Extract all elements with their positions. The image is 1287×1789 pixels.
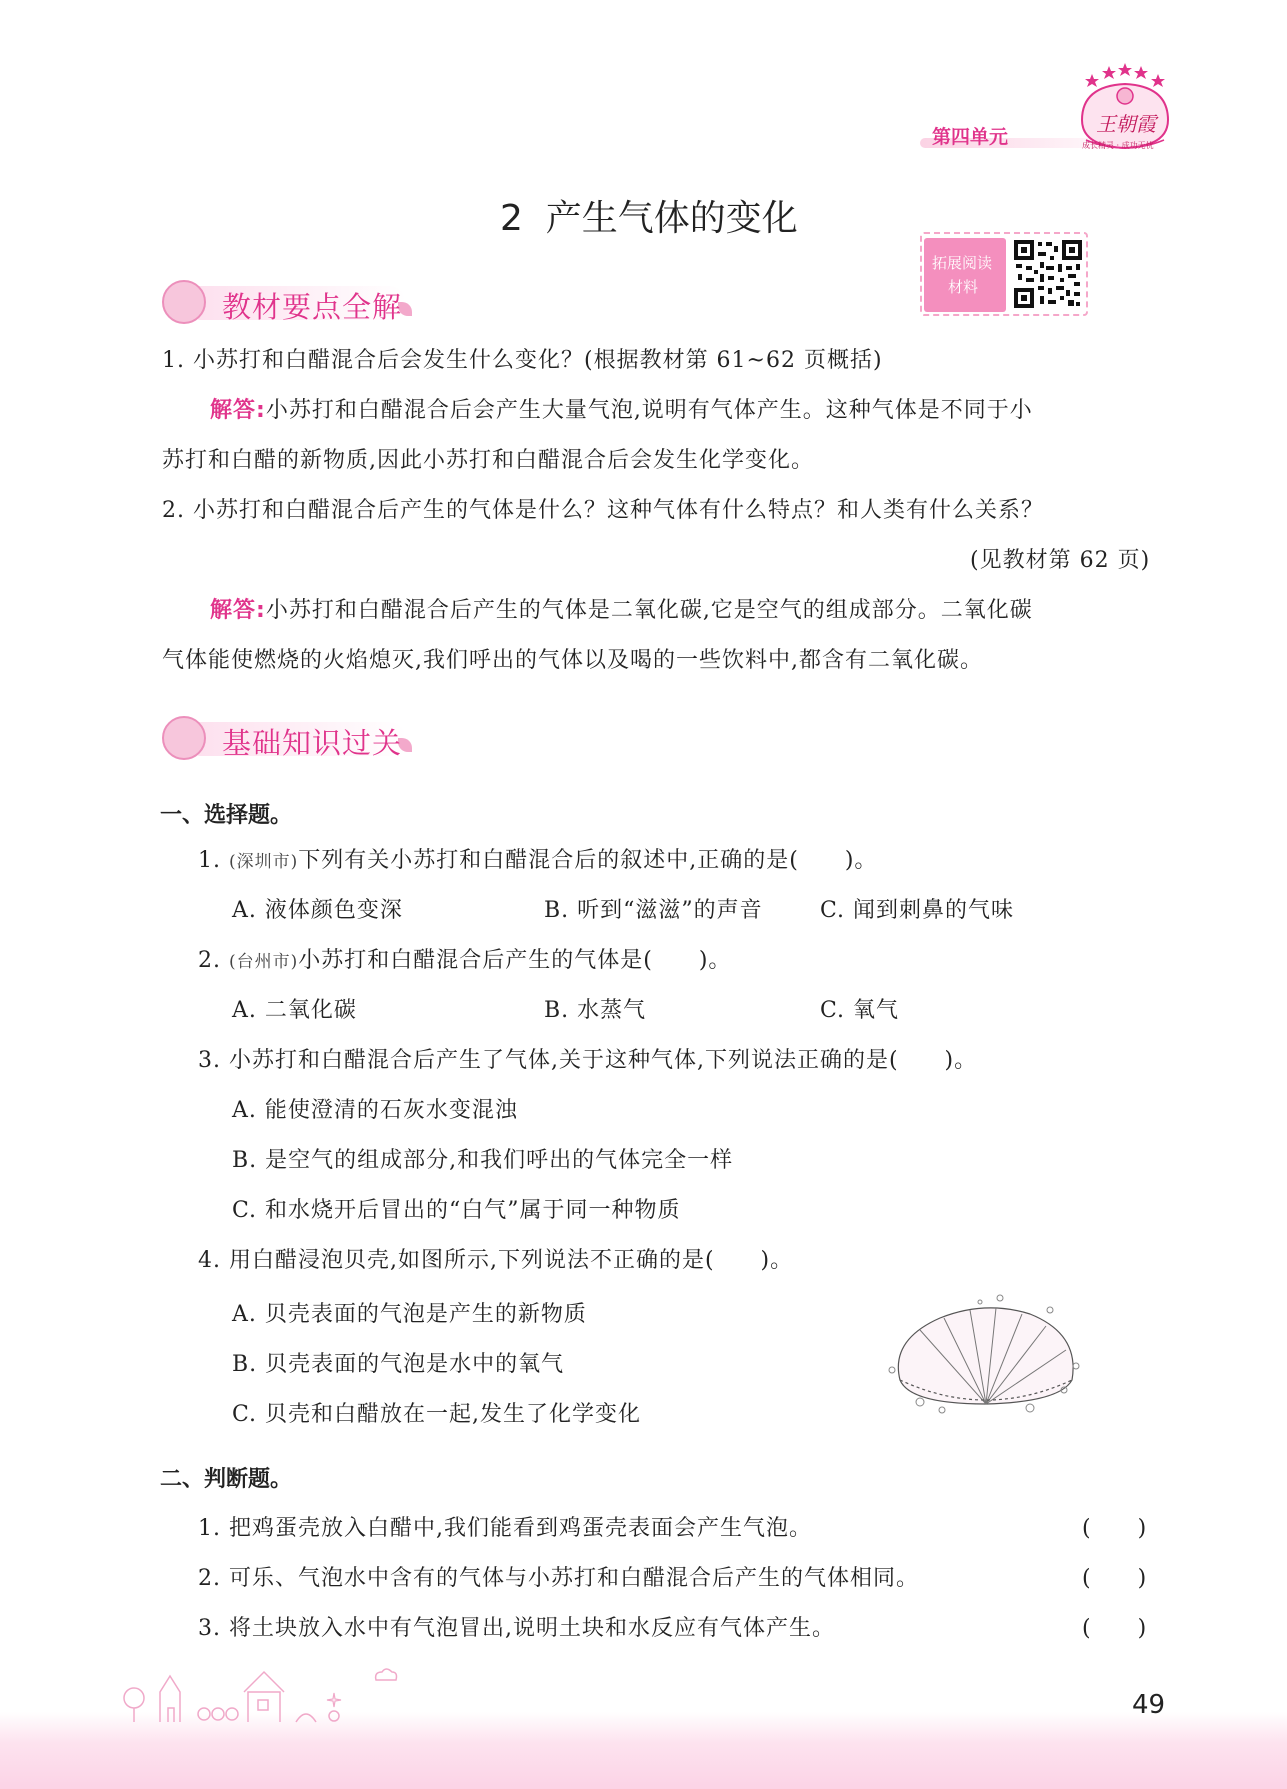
answer-label: 解答: [210, 598, 266, 623]
choice-4-option-b: B. 贝壳表面的气泡是水中的氧气 [232, 1352, 565, 1377]
unit-label: 第四单元 [932, 126, 1009, 148]
judge-question-2: 2. 可乐、气泡水中含有的气体与小苏打和白醋混合后产生的气体相同。 [198, 1566, 919, 1591]
choice-2-option-b: B. 水蒸气 [544, 998, 647, 1023]
answer-1-line-2: 苏打和白醋的新物质,因此小苏打和白醋混合后会发生化学变化。 [162, 448, 814, 473]
judge-section-title: 二、判断题。 [160, 1467, 293, 1492]
cartoon-face-icon [162, 280, 206, 324]
sparkle-icon [326, 1692, 342, 1708]
choice-section-title: 一、选择题。 [160, 803, 293, 828]
choice-question-2: 2. (台州市)小苏打和白醋混合后产生的气体是( )。 [198, 948, 732, 973]
answer-label: 解答: [210, 398, 266, 423]
judge-answer-blank-2[interactable]: ( ) [1082, 1566, 1148, 1591]
question-2-reference: (见教材第 62 页) [970, 548, 1151, 573]
choice-2-option-a: A. 二氧化碳 [232, 998, 357, 1023]
qr-label-line2: 材料 [948, 278, 979, 296]
question-source-tag: (台州市) [228, 952, 299, 972]
question-2: 2. 小苏打和白醋混合后产生的气体是什么？这种气体有什么特点？和人类有什么关系？ [162, 498, 1044, 523]
qr-code-icon [1012, 238, 1084, 310]
cloud-icon [372, 1666, 400, 1684]
judge-question-1: 1. 把鸡蛋壳放入白醋中,我们能看到鸡蛋壳表面会产生气泡。 [198, 1516, 812, 1541]
section-title-basic-knowledge: 基础知识过关 [222, 726, 403, 760]
section-banner-basic-knowledge [162, 716, 442, 760]
choice-1-option-a: A. 液体颜色变深 [232, 898, 403, 923]
cartoon-face-icon [162, 716, 206, 760]
choice-1-option-c: C. 闻到刺鼻的气味 [820, 898, 1015, 923]
section-banner-key-points [162, 280, 442, 324]
page-number: 49 [1132, 1690, 1166, 1720]
question-1: 1. 小苏打和白醋混合后会发生什么变化？(根据教材第 61~62 页概括) [162, 348, 883, 373]
page-title: 2 产生气体的变化 [500, 198, 798, 239]
choice-4-option-c: C. 贝壳和白醋放在一起,发生了化学变化 [232, 1402, 642, 1427]
choice-2-option-c: C. 氧气 [820, 998, 900, 1023]
choice-3-option-b: B. 是空气的组成部分,和我们呼出的气体完全一样 [232, 1148, 734, 1173]
qr-label-line1: 拓展阅读 [932, 254, 993, 272]
answer-2-text: 小苏打和白醋混合后产生的气体是二氧化碳,它是空气的组成部分。二氧化碳 [265, 598, 1033, 623]
extended-reading-qr-box[interactable] [920, 232, 1088, 316]
choice-4-option-a: A. 贝壳表面的气泡是产生的新物质 [232, 1302, 587, 1327]
choice-1-option-b: B. 听到“滋滋”的声音 [544, 898, 763, 923]
choice-3-option-c: C. 和水烧开后冒出的“白气”属于同一种物质 [232, 1198, 681, 1223]
section-title-key-points: 教材要点全解 [222, 290, 403, 324]
shell-illustration [880, 1290, 1090, 1424]
publisher-logo [1072, 60, 1178, 156]
answer-1-text: 小苏打和白醋混合后会产生大量气泡,说明有气体产生。这种气体是不同于小 [265, 398, 1033, 423]
judge-answer-blank-3[interactable]: ( ) [1082, 1616, 1148, 1641]
logo-text: 王朝霞 [1096, 112, 1156, 136]
judge-answer-blank-1[interactable]: ( ) [1082, 1516, 1148, 1541]
choice-question-4: 4. 用白醋浸泡贝壳,如图所示,下列说法不正确的是( )。 [198, 1248, 794, 1273]
judge-question-3: 3. 将土块放入水中有气泡冒出,说明土块和水反应有气体产生。 [198, 1616, 835, 1641]
choice-question-1: 1. (深圳市)下列有关小苏打和白醋混合后的叙述中,正确的是( )。 [198, 848, 878, 873]
answer-1-line-1 [210, 396, 1033, 426]
answer-2-line-1 [210, 596, 1033, 626]
choice-3-option-a: A. 能使澄清的石灰水变混浊 [232, 1098, 518, 1123]
choice-question-3: 3. 小苏打和白醋混合后产生了气体,关于这种气体,下列说法正确的是( )。 [198, 1048, 978, 1073]
question-source-tag: (深圳市) [228, 852, 299, 872]
logo-subtext: 成长精灵 · 成功无忧 [1082, 141, 1154, 150]
answer-2-line-2: 气体能使燃烧的火焰熄灭,我们呼出的气体以及喝的一些饮料中,都含有二氧化碳。 [162, 648, 983, 673]
